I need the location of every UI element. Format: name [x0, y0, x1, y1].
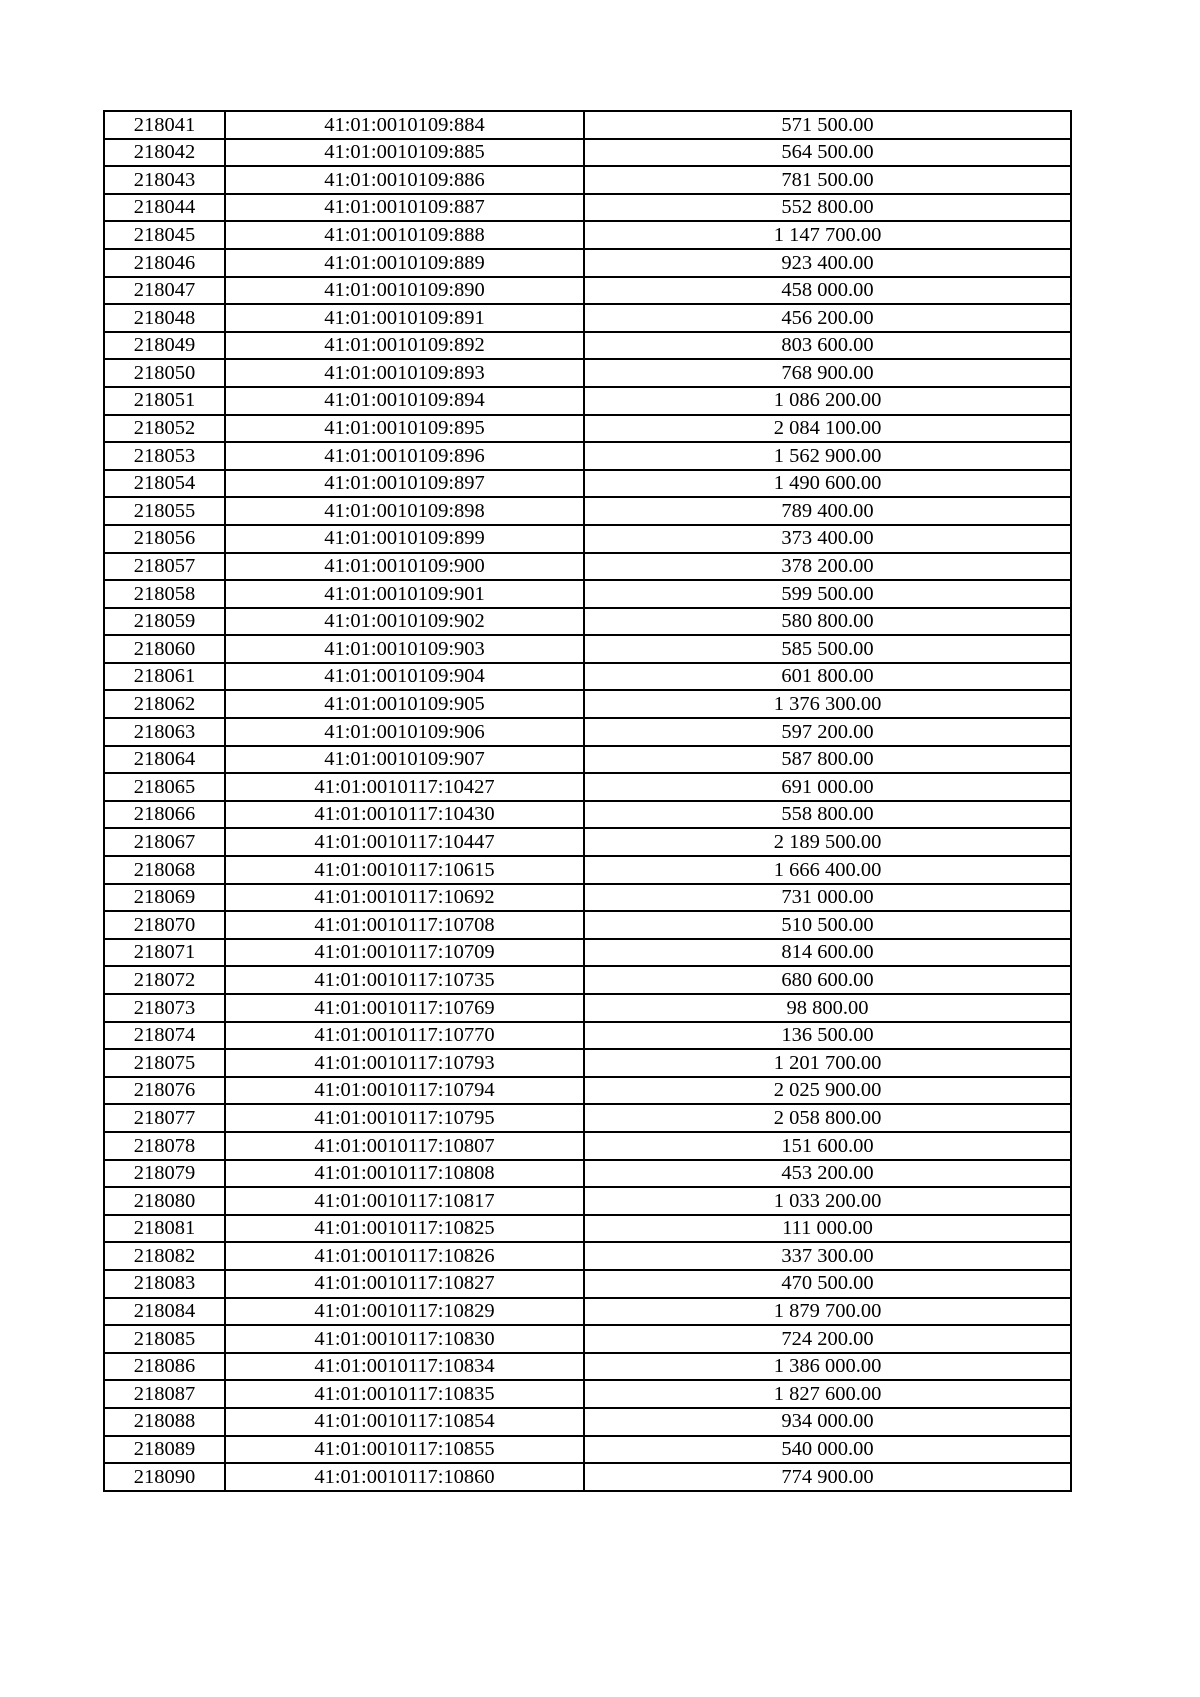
cadastral-value-cell: 378 200.00 — [584, 553, 1071, 581]
cadastral-value-cell: 923 400.00 — [584, 249, 1071, 277]
table-body — [104, 111, 1071, 1491]
table-row — [104, 139, 1071, 167]
cadastral-value-cell: 789 400.00 — [584, 497, 1071, 525]
row-number-cell: 218073 — [104, 994, 225, 1022]
row-number-cell: 218065 — [104, 773, 225, 801]
cadastral-value-cell: 1 827 600.00 — [584, 1380, 1071, 1408]
table-row — [104, 884, 1071, 912]
cadastral-value-cell: 803 600.00 — [584, 332, 1071, 360]
table-row — [104, 553, 1071, 581]
table-row — [104, 1353, 1071, 1381]
cadastral-number-cell: 41:01:0010117:10735 — [225, 966, 584, 994]
table-row — [104, 801, 1071, 829]
table-row — [104, 856, 1071, 884]
table-row — [104, 773, 1071, 801]
cadastral-value-cell: 934 000.00 — [584, 1408, 1071, 1436]
cadastral-number-cell: 41:01:0010109:885 — [225, 139, 584, 167]
table-row — [104, 1104, 1071, 1132]
table-row — [104, 994, 1071, 1022]
cadastral-number-cell: 41:01:0010109:892 — [225, 332, 584, 360]
row-number-cell: 218043 — [104, 166, 225, 194]
cadastral-number-cell: 41:01:0010109:903 — [225, 635, 584, 663]
row-number-cell: 218066 — [104, 801, 225, 829]
table-row — [104, 332, 1071, 360]
cadastral-value-cell: 774 900.00 — [584, 1463, 1071, 1491]
cadastral-number-cell: 41:01:0010109:897 — [225, 470, 584, 498]
row-number-cell: 218055 — [104, 497, 225, 525]
row-number-cell: 218048 — [104, 304, 225, 332]
row-number-cell: 218089 — [104, 1436, 225, 1464]
cadastral-number-cell: 41:01:0010117:10825 — [225, 1215, 584, 1243]
cadastral-number-cell: 41:01:0010109:893 — [225, 359, 584, 387]
table-row — [104, 1270, 1071, 1298]
row-number-cell: 218076 — [104, 1077, 225, 1105]
cadastral-number-cell: 41:01:0010117:10808 — [225, 1160, 584, 1188]
cadastral-value-cell: 564 500.00 — [584, 139, 1071, 167]
cadastral-value-cell: 456 200.00 — [584, 304, 1071, 332]
row-number-cell: 218075 — [104, 1049, 225, 1077]
cadastral-value-cell: 558 800.00 — [584, 801, 1071, 829]
cadastral-value-cell: 510 500.00 — [584, 911, 1071, 939]
row-number-cell: 218049 — [104, 332, 225, 360]
cadastral-number-cell: 41:01:0010109:905 — [225, 690, 584, 718]
cadastral-value-cell: 1 201 700.00 — [584, 1049, 1071, 1077]
cadastral-value-table — [103, 110, 1072, 1492]
cadastral-value-cell: 1 086 200.00 — [584, 387, 1071, 415]
table-row — [104, 277, 1071, 305]
table-row — [104, 1380, 1071, 1408]
row-number-cell: 218078 — [104, 1132, 225, 1160]
table-row — [104, 525, 1071, 553]
cadastral-number-cell: 41:01:0010117:10835 — [225, 1380, 584, 1408]
cadastral-number-cell: 41:01:0010117:10447 — [225, 828, 584, 856]
cadastral-number-cell: 41:01:0010109:907 — [225, 746, 584, 774]
cadastral-number-cell: 41:01:0010109:899 — [225, 525, 584, 553]
cadastral-value-cell: 1 879 700.00 — [584, 1298, 1071, 1326]
cadastral-value-cell: 453 200.00 — [584, 1160, 1071, 1188]
row-number-cell: 218058 — [104, 580, 225, 608]
cadastral-number-cell: 41:01:0010117:10795 — [225, 1104, 584, 1132]
table-row — [104, 1325, 1071, 1353]
cadastral-value-cell: 2 025 900.00 — [584, 1077, 1071, 1105]
cadastral-number-cell: 41:01:0010109:896 — [225, 442, 584, 470]
cadastral-number-cell: 41:01:0010117:10854 — [225, 1408, 584, 1436]
cadastral-value-cell: 373 400.00 — [584, 525, 1071, 553]
row-number-cell: 218051 — [104, 387, 225, 415]
row-number-cell: 218062 — [104, 690, 225, 718]
table-row — [104, 166, 1071, 194]
table-row — [104, 1298, 1071, 1326]
cadastral-value-cell: 585 500.00 — [584, 635, 1071, 663]
table-row — [104, 1408, 1071, 1436]
cadastral-number-cell: 41:01:0010117:10807 — [225, 1132, 584, 1160]
cadastral-value-cell: 601 800.00 — [584, 663, 1071, 691]
cadastral-value-cell: 540 000.00 — [584, 1436, 1071, 1464]
row-number-cell: 218059 — [104, 608, 225, 636]
cadastral-value-cell: 1 666 400.00 — [584, 856, 1071, 884]
cadastral-number-cell: 41:01:0010117:10830 — [225, 1325, 584, 1353]
table-row — [104, 1242, 1071, 1270]
row-number-cell: 218045 — [104, 221, 225, 249]
row-number-cell: 218082 — [104, 1242, 225, 1270]
cadastral-value-cell: 552 800.00 — [584, 194, 1071, 222]
cadastral-value-cell: 731 000.00 — [584, 884, 1071, 912]
row-number-cell: 218085 — [104, 1325, 225, 1353]
table-row — [104, 939, 1071, 967]
row-number-cell: 218056 — [104, 525, 225, 553]
table-row — [104, 635, 1071, 663]
cadastral-value-cell: 724 200.00 — [584, 1325, 1071, 1353]
row-number-cell: 218053 — [104, 442, 225, 470]
cadastral-value-cell: 1 033 200.00 — [584, 1187, 1071, 1215]
cadastral-number-cell: 41:01:0010117:10827 — [225, 1270, 584, 1298]
table-row — [104, 249, 1071, 277]
cadastral-value-cell: 2 058 800.00 — [584, 1104, 1071, 1132]
cadastral-number-cell: 41:01:0010109:890 — [225, 277, 584, 305]
cadastral-number-cell: 41:01:0010109:891 — [225, 304, 584, 332]
cadastral-number-cell: 41:01:0010109:886 — [225, 166, 584, 194]
cadastral-number-cell: 41:01:0010109:889 — [225, 249, 584, 277]
cadastral-value-cell: 781 500.00 — [584, 166, 1071, 194]
table-row — [104, 304, 1071, 332]
cadastral-number-cell: 41:01:0010109:904 — [225, 663, 584, 691]
cadastral-number-cell: 41:01:0010109:900 — [225, 553, 584, 581]
cadastral-number-cell: 41:01:0010117:10794 — [225, 1077, 584, 1105]
cadastral-number-cell: 41:01:0010117:10817 — [225, 1187, 584, 1215]
table-row — [104, 497, 1071, 525]
row-number-cell: 218063 — [104, 718, 225, 746]
cadastral-number-cell: 41:01:0010117:10430 — [225, 801, 584, 829]
row-number-cell: 218088 — [104, 1408, 225, 1436]
cadastral-number-cell: 41:01:0010109:888 — [225, 221, 584, 249]
row-number-cell: 218068 — [104, 856, 225, 884]
cadastral-value-cell: 597 200.00 — [584, 718, 1071, 746]
row-number-cell: 218044 — [104, 194, 225, 222]
table-row — [104, 1049, 1071, 1077]
table-row — [104, 1436, 1071, 1464]
table-row — [104, 111, 1071, 139]
cadastral-value-cell: 337 300.00 — [584, 1242, 1071, 1270]
cadastral-number-cell: 41:01:0010109:898 — [225, 497, 584, 525]
cadastral-value-cell: 151 600.00 — [584, 1132, 1071, 1160]
cadastral-value-cell: 136 500.00 — [584, 1022, 1071, 1050]
table-row — [104, 1077, 1071, 1105]
cadastral-value-cell: 458 000.00 — [584, 277, 1071, 305]
table-row — [104, 387, 1071, 415]
cadastral-value-cell: 1 376 300.00 — [584, 690, 1071, 718]
row-number-cell: 218087 — [104, 1380, 225, 1408]
cadastral-number-cell: 41:01:0010117:10793 — [225, 1049, 584, 1077]
row-number-cell: 218067 — [104, 828, 225, 856]
cadastral-number-cell: 41:01:0010117:10708 — [225, 911, 584, 939]
cadastral-value-cell: 599 500.00 — [584, 580, 1071, 608]
cadastral-number-cell: 41:01:0010117:10860 — [225, 1463, 584, 1491]
table-row — [104, 470, 1071, 498]
row-number-cell: 218081 — [104, 1215, 225, 1243]
row-number-cell: 218080 — [104, 1187, 225, 1215]
table-row — [104, 663, 1071, 691]
row-number-cell: 218052 — [104, 415, 225, 443]
cadastral-number-cell: 41:01:0010109:895 — [225, 415, 584, 443]
table-row — [104, 1215, 1071, 1243]
table-row — [104, 221, 1071, 249]
row-number-cell: 218046 — [104, 249, 225, 277]
table-row — [104, 1160, 1071, 1188]
row-number-cell: 218072 — [104, 966, 225, 994]
cadastral-number-cell: 41:01:0010109:887 — [225, 194, 584, 222]
table-row — [104, 690, 1071, 718]
cadastral-value-cell: 680 600.00 — [584, 966, 1071, 994]
cadastral-number-cell: 41:01:0010117:10834 — [225, 1353, 584, 1381]
cadastral-value-cell: 2 189 500.00 — [584, 828, 1071, 856]
row-number-cell: 218079 — [104, 1160, 225, 1188]
row-number-cell: 218086 — [104, 1353, 225, 1381]
cadastral-value-cell: 814 600.00 — [584, 939, 1071, 967]
row-number-cell: 218083 — [104, 1270, 225, 1298]
cadastral-number-cell: 41:01:0010109:901 — [225, 580, 584, 608]
cadastral-number-cell: 41:01:0010109:902 — [225, 608, 584, 636]
table-row — [104, 911, 1071, 939]
table-row — [104, 442, 1071, 470]
cadastral-value-cell: 587 800.00 — [584, 746, 1071, 774]
cadastral-value-cell: 1 490 600.00 — [584, 470, 1071, 498]
row-number-cell: 218042 — [104, 139, 225, 167]
row-number-cell: 218070 — [104, 911, 225, 939]
cadastral-number-cell: 41:01:0010117:10427 — [225, 773, 584, 801]
table-row — [104, 1132, 1071, 1160]
table-row — [104, 1463, 1071, 1491]
table-row — [104, 359, 1071, 387]
cadastral-value-cell: 2 084 100.00 — [584, 415, 1071, 443]
table-row — [104, 608, 1071, 636]
cadastral-value-cell: 571 500.00 — [584, 111, 1071, 139]
cadastral-number-cell: 41:01:0010117:10855 — [225, 1436, 584, 1464]
row-number-cell: 218074 — [104, 1022, 225, 1050]
row-number-cell: 218090 — [104, 1463, 225, 1491]
row-number-cell: 218060 — [104, 635, 225, 663]
cadastral-number-cell: 41:01:0010117:10692 — [225, 884, 584, 912]
row-number-cell: 218054 — [104, 470, 225, 498]
cadastral-number-cell: 41:01:0010117:10826 — [225, 1242, 584, 1270]
cadastral-value-cell: 470 500.00 — [584, 1270, 1071, 1298]
cadastral-value-cell: 1 386 000.00 — [584, 1353, 1071, 1381]
table-row — [104, 1187, 1071, 1215]
row-number-cell: 218047 — [104, 277, 225, 305]
row-number-cell: 218057 — [104, 553, 225, 581]
cadastral-number-cell: 41:01:0010117:10615 — [225, 856, 584, 884]
table-row — [104, 194, 1071, 222]
cadastral-value-cell: 1 147 700.00 — [584, 221, 1071, 249]
cadastral-value-cell: 1 562 900.00 — [584, 442, 1071, 470]
table-row — [104, 966, 1071, 994]
cadastral-value-cell: 98 800.00 — [584, 994, 1071, 1022]
table-row — [104, 580, 1071, 608]
row-number-cell: 218077 — [104, 1104, 225, 1132]
cadastral-number-cell: 41:01:0010109:884 — [225, 111, 584, 139]
row-number-cell: 218071 — [104, 939, 225, 967]
table-row — [104, 1022, 1071, 1050]
cadastral-value-cell: 768 900.00 — [584, 359, 1071, 387]
cadastral-number-cell: 41:01:0010117:10770 — [225, 1022, 584, 1050]
row-number-cell: 218084 — [104, 1298, 225, 1326]
table-row — [104, 718, 1071, 746]
table-row — [104, 746, 1071, 774]
cadastral-number-cell: 41:01:0010117:10769 — [225, 994, 584, 1022]
row-number-cell: 218050 — [104, 359, 225, 387]
row-number-cell: 218041 — [104, 111, 225, 139]
row-number-cell: 218069 — [104, 884, 225, 912]
cadastral-value-cell: 111 000.00 — [584, 1215, 1071, 1243]
table-row — [104, 828, 1071, 856]
cadastral-number-cell: 41:01:0010109:906 — [225, 718, 584, 746]
row-number-cell: 218061 — [104, 663, 225, 691]
table-row — [104, 415, 1071, 443]
cadastral-number-cell: 41:01:0010109:894 — [225, 387, 584, 415]
cadastral-value-cell: 691 000.00 — [584, 773, 1071, 801]
cadastral-number-cell: 41:01:0010117:10709 — [225, 939, 584, 967]
row-number-cell: 218064 — [104, 746, 225, 774]
cadastral-value-cell: 580 800.00 — [584, 608, 1071, 636]
cadastral-number-cell: 41:01:0010117:10829 — [225, 1298, 584, 1326]
